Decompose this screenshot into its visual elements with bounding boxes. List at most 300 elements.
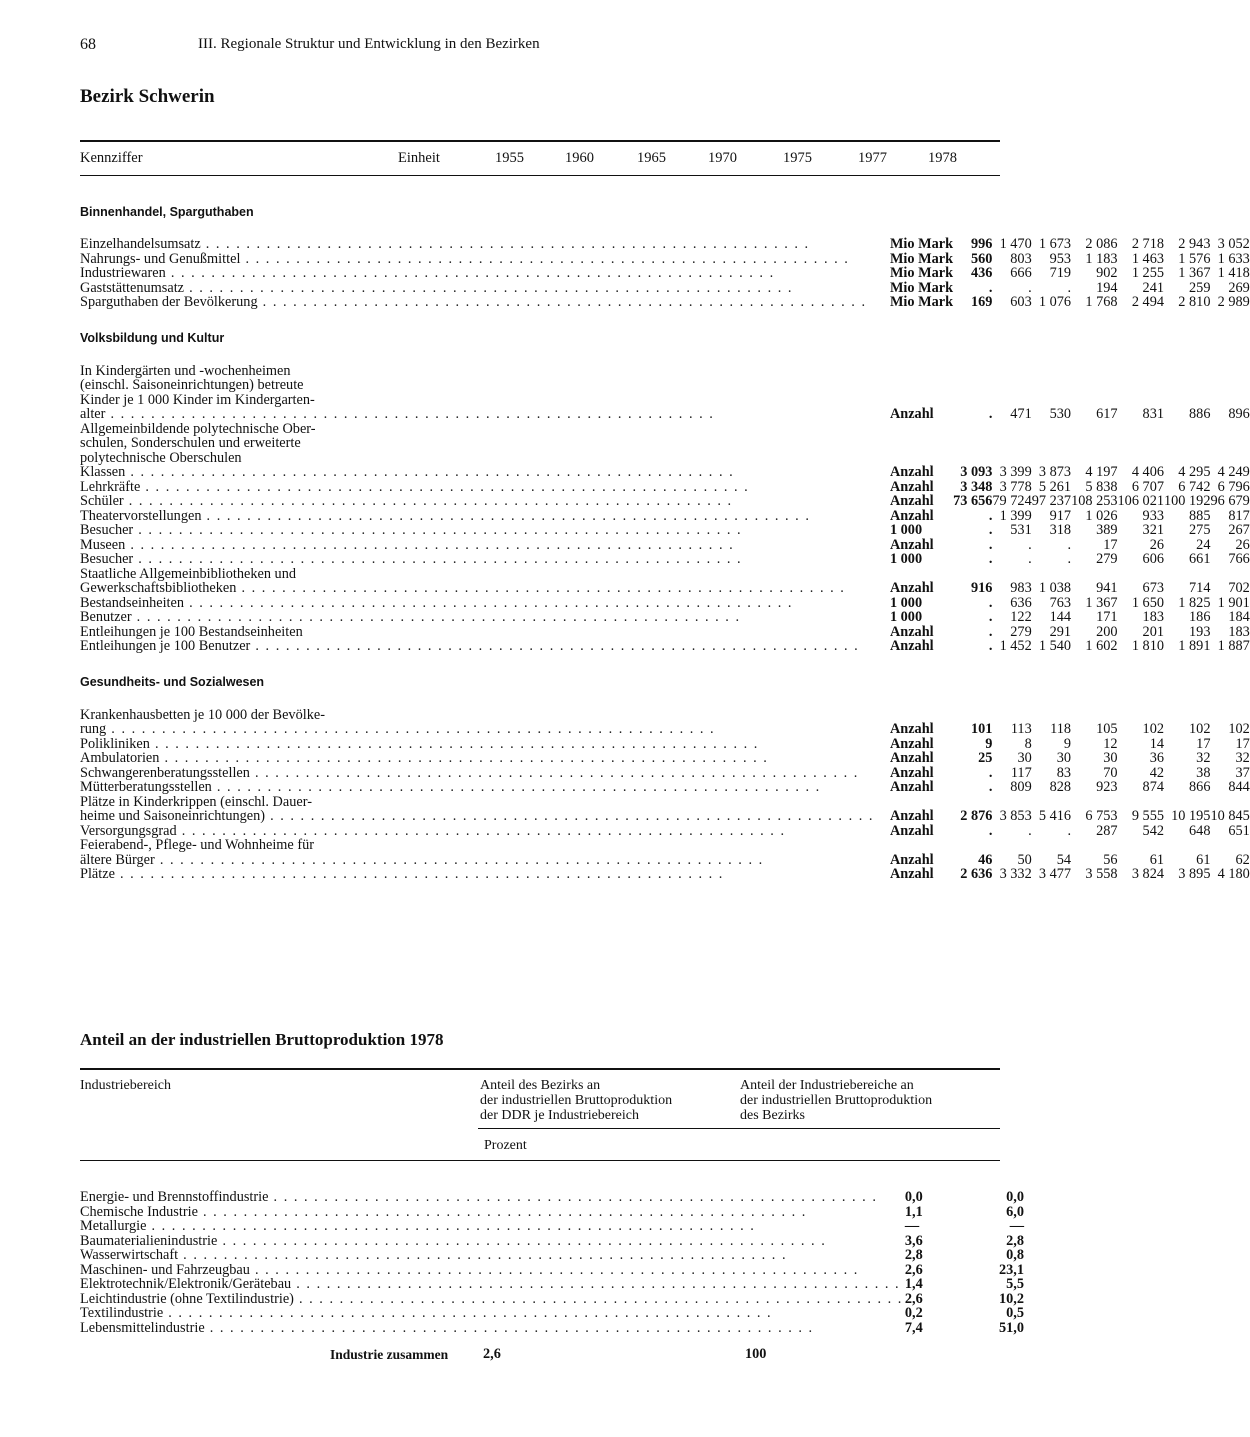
- table-row: [80, 436, 1250, 451]
- value-cell-1955: .: [988, 279, 993, 296]
- value-cell-1977: 275: [1189, 522, 1211, 538]
- value-cell-1965: 5 261: [1038, 478, 1072, 495]
- value-cell-1970: 5 838: [1085, 478, 1118, 495]
- leader-dots: . . . . . . . . . . . . . . . . . . . . . . . . . . . . . . . . . . . . . . . . . . . . . . . . . . . . . . . . . . . .: [268, 1189, 878, 1205]
- unit-cell: Mio Mark: [889, 250, 954, 267]
- row-label-cell: [80, 853, 874, 868]
- value-cell-1977: [1164, 795, 1210, 810]
- table-row: [80, 625, 1250, 640]
- row-label: Ambulatorien: [80, 750, 160, 766]
- row-label: Allgemeinbildende polytechnische Ober-: [80, 420, 316, 437]
- industry-label-cell: [80, 1263, 903, 1278]
- unit-cell: Anzahl: [889, 638, 934, 654]
- value-cell-1960: .: [1028, 551, 1032, 567]
- industry-label-cell: [80, 1219, 903, 1234]
- value-cell-1978: 2 989: [1217, 294, 1250, 310]
- industry-label-cell: [80, 1277, 903, 1292]
- value-cell-1978: 17: [1235, 735, 1250, 752]
- unit-cell: 1 000: [889, 609, 923, 625]
- value-cell-1975: 1 255: [1131, 265, 1164, 281]
- value-cell-1960: 3 399: [999, 464, 1032, 480]
- value-cell-1978: 96 679: [1210, 493, 1250, 509]
- value-cell-1955: [953, 422, 992, 437]
- value-cell-1960: [992, 422, 1031, 437]
- unit-cell: Anzahl: [889, 822, 934, 839]
- value-cell-1955: 3 093: [960, 464, 993, 480]
- value-cell-1965: 318: [1049, 522, 1072, 538]
- value-cell-1975: 42: [1149, 764, 1164, 781]
- unit-cell: [874, 838, 953, 853]
- value-cell-1978: [1210, 567, 1249, 582]
- value-cell-1978: 102: [1228, 721, 1250, 737]
- industry-total-share-gdr: 2,6: [483, 1346, 501, 1362]
- value-cell-1975: [1118, 393, 1164, 408]
- value-cell-1960: 122: [1010, 609, 1032, 625]
- row-label: Gaststättenumsatz: [80, 279, 185, 296]
- value-cell-1960: 1 399: [999, 507, 1032, 524]
- value-cell-1965: 1 673: [1038, 236, 1072, 252]
- value-cell-1965: 3 873: [1038, 464, 1072, 480]
- value-cell-1970: [1071, 436, 1117, 451]
- share-district-cell: 2,8: [1006, 1232, 1024, 1249]
- industry-row: [80, 1263, 1024, 1278]
- value-cell-1960: 1 452: [999, 638, 1032, 654]
- value-cell-1977: 61: [1196, 851, 1211, 868]
- unit-cell: Anzahl: [889, 764, 934, 781]
- value-cell-1977: 100 192: [1164, 493, 1211, 509]
- table-row: [80, 838, 1250, 853]
- value-cell-1965: [1032, 436, 1071, 451]
- row-label: Besucher: [80, 522, 134, 538]
- value-cell-1965: 97 237: [1031, 493, 1072, 509]
- value-cell-1970: 17: [1103, 536, 1118, 553]
- row-label-cell: [80, 523, 874, 538]
- row-label-cell: [80, 838, 874, 853]
- leader-dots: . . . . . . . . . . . . . . . . . . . . . . . . . . . . . . . . . . . . . . . . . . . . . . . . . . . . . . . . . . . .: [178, 1247, 788, 1263]
- value-cell-1977: [1164, 708, 1210, 723]
- value-cell-1977: 866: [1189, 779, 1211, 795]
- table-row: [80, 737, 1250, 752]
- value-cell-1960: 8: [1024, 735, 1032, 752]
- value-cell-1978: [1210, 436, 1249, 451]
- leader-dots: . . . . . . . . . . . . . . . . . . . . . . . . . . . . . . . . . . . . . . . . . . . . . . . . . . . . . . . . . . . .: [176, 822, 786, 839]
- value-cell-1970: [1071, 451, 1117, 466]
- value-cell-1965: 1 540: [1038, 638, 1072, 654]
- value-cell-1978: 766: [1228, 551, 1250, 567]
- value-cell-1978: 184: [1228, 609, 1250, 625]
- value-cell-1970: 3 558: [1085, 866, 1118, 882]
- table-row: [80, 610, 1250, 625]
- section-heading-row: [80, 183, 1250, 227]
- value-cell-1978: 1 901: [1217, 594, 1250, 611]
- value-cell-1960: 809: [1010, 779, 1032, 795]
- header-line: Anteil des Bezirks an: [480, 1078, 601, 1093]
- header-line: Anteil der Industriebereiche an: [740, 1078, 914, 1093]
- value-cell-1970: [1071, 422, 1117, 437]
- value-cell-1977: [1164, 436, 1210, 451]
- row-label: Polikliniken: [80, 735, 150, 752]
- value-cell-1960: [992, 364, 1031, 379]
- value-cell-1970: 6 753: [1085, 808, 1118, 824]
- value-cell-1975: 2 718: [1131, 236, 1164, 252]
- value-cell-1970: 194: [1096, 279, 1118, 296]
- unit-cell: Mio Mark: [889, 236, 954, 252]
- value-cell-1965: 144: [1049, 609, 1072, 625]
- industry-label-cell: [80, 1234, 903, 1249]
- share-gdr-cell: 1,1: [904, 1203, 923, 1220]
- share-gdr-cell: 3,6: [904, 1232, 923, 1249]
- table-row: [80, 494, 1250, 509]
- row-label: Nahrungs- und Genußmittel: [80, 250, 241, 267]
- value-cell-1975: [1118, 451, 1164, 466]
- value-cell-1975: [1118, 708, 1164, 723]
- value-cell-1970: 108 253: [1071, 493, 1118, 509]
- table-row: [80, 824, 1250, 839]
- value-cell-1970: 171: [1096, 609, 1118, 625]
- value-cell-1978: 269: [1228, 279, 1250, 296]
- table-row: [80, 480, 1250, 495]
- value-cell-1978: [1210, 364, 1249, 379]
- value-cell-1970: [1071, 378, 1117, 393]
- leader-dots: . . . . . . . . . . . . . . . . . . . . . . . . . . . . . . . . . . . . . . . . . . . . . . . . . . . . . . . . . . . .: [105, 406, 715, 422]
- value-cell-1960: [992, 838, 1031, 853]
- leader-dots: . . . . . . . . . . . . . . . . . . . . . . . . . . . . . . . . . . . . . . . . . . . . . . . . . . . . . . . . . . . .: [249, 1261, 859, 1278]
- value-cell-1978: 1 418: [1217, 265, 1250, 281]
- industry-label-cell: [80, 1248, 903, 1263]
- industry-header-bottom-rule: [80, 1160, 1000, 1161]
- value-cell-1955: [953, 451, 992, 466]
- value-cell-1975: 2 494: [1131, 294, 1164, 310]
- industry-total-label: Industrie zusammen: [330, 1347, 449, 1362]
- value-cell-1978: [1210, 393, 1249, 408]
- section-heading-row: [80, 310, 1250, 354]
- industry-label: Lebensmittelindustrie: [80, 1319, 205, 1336]
- industry-row: [80, 1277, 1024, 1292]
- table-row: [80, 596, 1250, 611]
- value-cell-1960: 30: [1017, 750, 1032, 766]
- value-cell-1965: .: [1067, 279, 1072, 296]
- row-label-cell: [80, 422, 874, 437]
- leader-dots: . . . . . . . . . . . . . . . . . . . . . . . . . . . . . . . . . . . . . . . . . . . . . . . . . . . . . . . . . . . .: [154, 851, 764, 868]
- share-district-cell: —: [1009, 1218, 1024, 1234]
- row-label: rung: [80, 721, 107, 737]
- value-cell-1970: 902: [1096, 265, 1118, 281]
- value-cell-1955: 3 348: [960, 478, 993, 495]
- value-cell-1978: 896: [1228, 406, 1250, 422]
- row-label: ältere Bürger: [80, 851, 155, 868]
- share-gdr-cell: —: [904, 1218, 920, 1234]
- header-year-1975: 1975: [783, 150, 812, 166]
- row-label: Mütterberatungsstellen: [80, 779, 212, 795]
- row-label: polytechnische Oberschulen: [80, 449, 242, 466]
- row-label: Plätze in Kinderkrippen (einschl. Dauer-: [80, 793, 312, 810]
- table-row: [80, 465, 1250, 480]
- row-label-cell: [80, 737, 874, 752]
- leader-dots: . . . . . . . . . . . . . . . . . . . . . . . . . . . . . . . . . . . . . . . . . . . . . . . . . . . . . . . . . . . .: [200, 236, 810, 252]
- value-cell-1970: 200: [1096, 623, 1118, 640]
- row-label-cell: [80, 795, 874, 810]
- leader-dots: . . . . . . . . . . . . . . . . . . . . . . . . . . . . . . . . . . . . . . . . . . . . . . . . . . . . . . . . . . . .: [106, 721, 716, 737]
- value-cell-1977: 24: [1196, 536, 1211, 553]
- value-cell-1975: 831: [1142, 406, 1164, 422]
- value-cell-1975: [1118, 364, 1164, 379]
- industry-row: [80, 1190, 1024, 1205]
- value-cell-1970: [1071, 393, 1117, 408]
- row-label: Einzelhandelsumsatz: [80, 236, 201, 252]
- row-label: Versorgungsgrad: [80, 822, 177, 839]
- share-gdr-cell: 0,2: [904, 1305, 923, 1321]
- share-district-cell: 10,2: [998, 1290, 1024, 1307]
- value-cell-1978: 651: [1228, 822, 1250, 839]
- row-label-cell: [80, 509, 874, 524]
- statistics-table: [80, 183, 1250, 882]
- industry-label: Energie- und Brennstoffindustrie: [80, 1189, 269, 1205]
- value-cell-1955: [953, 567, 992, 582]
- value-cell-1977: [1164, 364, 1210, 379]
- unit-cell: Anzahl: [889, 406, 934, 422]
- value-cell-1978: 32: [1235, 750, 1250, 766]
- value-cell-1955: 2 636: [960, 866, 993, 882]
- value-cell-1975: 6 707: [1131, 478, 1164, 495]
- row-label: Klassen: [80, 464, 126, 480]
- industry-row: [80, 1248, 1024, 1263]
- value-cell-1955: [953, 708, 992, 723]
- industry-row: [80, 1292, 1024, 1307]
- section-heading-row: [80, 654, 1250, 698]
- value-cell-1955: .: [988, 609, 993, 625]
- value-cell-1970: [1071, 364, 1117, 379]
- value-cell-1965: 763: [1049, 594, 1072, 611]
- table-row: [80, 509, 1250, 524]
- value-cell-1960: 983: [1010, 580, 1032, 596]
- value-cell-1977: 714: [1189, 580, 1211, 596]
- value-cell-1975: 241: [1142, 279, 1164, 296]
- value-cell-1955: 996: [970, 236, 993, 252]
- value-cell-1960: 666: [1010, 265, 1032, 281]
- value-cell-1965: 917: [1049, 507, 1072, 524]
- value-cell-1970: 12: [1103, 735, 1118, 752]
- value-cell-1960: 50: [1017, 851, 1032, 868]
- row-label-cell: [80, 596, 874, 611]
- row-label: Lehrkräfte: [80, 478, 141, 495]
- header-year-1965: 1965: [637, 150, 666, 166]
- value-cell-1975: 61: [1149, 851, 1164, 868]
- table-row: [80, 538, 1250, 553]
- value-cell-1960: 3 778: [999, 478, 1032, 495]
- value-cell-1975: 26: [1149, 536, 1164, 553]
- value-cell-1970: [1071, 795, 1117, 810]
- value-cell-1965: 3 477: [1038, 866, 1072, 882]
- leader-dots: . . . . . . . . . . . . . . . . . . . . . . . . . . . . . . . . . . . . . . . . . . . . . . . . . . . . . . . . . . . .: [236, 580, 846, 596]
- header-line: des Bezirks: [740, 1108, 805, 1123]
- table-row: [80, 795, 1250, 810]
- value-cell-1978: 6 796: [1217, 478, 1250, 495]
- value-cell-1960: [992, 795, 1031, 810]
- row-label: Kinder je 1 000 Kinder im Kindergarten-: [80, 391, 315, 408]
- value-cell-1978: 26: [1235, 536, 1250, 553]
- row-label: Bestandseinheiten: [80, 594, 185, 611]
- value-cell-1977: 186: [1189, 609, 1211, 625]
- value-cell-1978: 62: [1235, 851, 1250, 868]
- leader-dots: . . . . . . . . . . . . . . . . . . . . . . . . . . . . . . . . . . . . . . . . . . . . . . . . . . . . . . . . . . . .: [240, 250, 850, 267]
- industry-label: Wasserwirtschaft: [80, 1247, 179, 1263]
- value-cell-1965: 5 416: [1038, 808, 1072, 824]
- value-cell-1975: 106 021: [1117, 493, 1164, 509]
- leader-dots: . . . . . . . . . . . . . . . . . . . . . . . . . . . . . . . . . . . . . . . . . . . . . . . . . . . . . . . . . . . .: [293, 1290, 903, 1307]
- leader-dots: . . . . . . . . . . . . . . . . . . . . . . . . . . . . . . . . . . . . . . . . . . . . . . . . . . . . . . . . . . . .: [217, 1232, 827, 1249]
- value-cell-1970: 279: [1096, 551, 1118, 567]
- value-cell-1970: 941: [1096, 580, 1118, 596]
- row-label-cell: [80, 266, 874, 281]
- row-label: Feierabend-, Pflege- und Wohnheime für: [80, 837, 315, 853]
- leader-dots: . . . . . . . . . . . . . . . . . . . . . . . . . . . . . . . . . . . . . . . . . . . . . . . . . . . . . . . . . . . .: [250, 638, 860, 654]
- industry-row: [80, 1321, 1024, 1336]
- value-cell-1977: 3 895: [1178, 866, 1211, 882]
- row-label: Entleihungen je 100 Benutzer: [80, 638, 251, 654]
- value-cell-1975: 1 650: [1131, 594, 1164, 611]
- table-row: [80, 422, 1250, 437]
- value-cell-1970: 2 086: [1085, 236, 1118, 252]
- value-cell-1978: 10 845: [1210, 808, 1250, 824]
- row-label: Sparguthaben der Bevölkerung: [80, 294, 258, 310]
- value-cell-1965: 118: [1050, 721, 1072, 737]
- row-label: Besucher: [80, 551, 134, 567]
- industry-top-rule: [80, 1068, 1000, 1070]
- value-cell-1975: [1118, 378, 1164, 393]
- table-row: [80, 281, 1250, 296]
- unit-cell: [874, 378, 953, 393]
- row-label: (einschl. Saisoneinrichtungen) betreute: [80, 377, 304, 393]
- value-cell-1977: 4 295: [1178, 464, 1211, 480]
- unit-cell: Mio Mark: [889, 294, 954, 310]
- industry-header-branch: Industriebereich: [80, 1078, 171, 1093]
- value-cell-1960: [992, 451, 1031, 466]
- value-cell-1965: 291: [1049, 623, 1072, 640]
- value-cell-1960: 3 332: [999, 866, 1032, 882]
- row-label: Schwangerenberatungsstellen: [80, 764, 250, 781]
- value-cell-1970: 1 602: [1085, 638, 1118, 654]
- unit-cell: Anzahl: [889, 493, 934, 509]
- value-cell-1960: [992, 378, 1031, 393]
- value-cell-1978: [1210, 838, 1249, 853]
- industry-row: [80, 1306, 1024, 1321]
- industry-label: Maschinen- und Fahrzeugbau: [80, 1261, 250, 1278]
- leader-dots: . . . . . . . . . . . . . . . . . . . . . . . . . . . . . . . . . . . . . . . . . . . . . . . . . . . . . . . . . . . .: [249, 764, 859, 781]
- row-label-cell: [80, 252, 874, 267]
- value-cell-1965: .: [1067, 536, 1072, 553]
- table-row: [80, 780, 1250, 795]
- row-label-cell: [80, 581, 874, 596]
- header-year-1977: 1977: [858, 150, 887, 166]
- value-cell-1975: [1118, 795, 1164, 810]
- header-line: der industriellen Bruttoproduktion: [740, 1093, 933, 1108]
- row-label-cell: [80, 625, 874, 640]
- value-cell-1975: 4 406: [1131, 464, 1164, 480]
- value-cell-1978: 702: [1228, 580, 1250, 596]
- share-district-cell: 5,5: [1006, 1276, 1024, 1292]
- table-row: [80, 407, 1250, 422]
- value-cell-1960: .: [1028, 279, 1032, 296]
- table-row: [80, 295, 1250, 310]
- industry-header-share-district: [740, 1078, 932, 1123]
- header-year-1978: 1978: [928, 150, 957, 166]
- row-label-cell: [80, 436, 874, 451]
- industry-label: Leichtindustrie (ohne Textilindustrie): [80, 1290, 294, 1307]
- unit-cell: Anzahl: [889, 851, 934, 868]
- value-cell-1977: 193: [1189, 623, 1211, 640]
- header-indicator: Kennziffer: [80, 150, 143, 166]
- unit-cell: 1 000: [889, 594, 923, 611]
- value-cell-1970: 1 026: [1085, 507, 1118, 524]
- value-cell-1965: 1 038: [1038, 580, 1072, 596]
- share-district-cell: 23,1: [998, 1261, 1024, 1278]
- value-cell-1965: .: [1067, 822, 1072, 839]
- value-cell-1955: 560: [970, 250, 993, 267]
- leader-dots: . . . . . . . . . . . . . . . . . . . . . . . . . . . . . . . . . . . . . . . . . . . . . . . . . . . . . . . . . . . .: [133, 522, 743, 538]
- leader-dots: . . . . . . . . . . . . . . . . . . . . . . . . . . . . . . . . . . . . . . . . . . . . . . . . . . . . . . . . . . . .: [123, 493, 733, 509]
- value-cell-1977: 648: [1189, 822, 1211, 839]
- value-cell-1970: 30: [1103, 750, 1118, 766]
- leader-dots: . . . . . . . . . . . . . . . . . . . . . . . . . . . . . . . . . . . . . . . . . . . . . . . . . . . . . . . . . . . .: [159, 750, 769, 766]
- value-cell-1975: 36: [1149, 750, 1164, 766]
- row-label-cell: [80, 751, 874, 766]
- header-year-1955: 1955: [495, 150, 524, 166]
- row-label-cell: [80, 639, 874, 654]
- table-row: [80, 451, 1250, 466]
- row-label-cell: [80, 552, 874, 567]
- value-cell-1955: .: [988, 764, 993, 781]
- value-cell-1975: 1 810: [1131, 638, 1164, 654]
- row-label-cell: [80, 708, 874, 723]
- value-cell-1975: 1 463: [1131, 250, 1164, 267]
- row-label-cell: [80, 281, 874, 296]
- table-row: [80, 523, 1250, 538]
- value-cell-1975: 14: [1149, 735, 1164, 752]
- value-cell-1977: 1 891: [1178, 638, 1211, 654]
- table-row: [80, 766, 1250, 781]
- value-cell-1975: 321: [1142, 522, 1164, 538]
- row-label-cell: [80, 722, 874, 737]
- unit-cell: [874, 451, 953, 466]
- value-cell-1978: 4 249: [1217, 464, 1250, 480]
- unit-cell: Anzahl: [889, 750, 934, 766]
- value-cell-1955: 101: [970, 721, 993, 737]
- leader-dots: . . . . . . . . . . . . . . . . . . . . . . . . . . . . . . . . . . . . . . . . . . . . . . . . . . . . . . . . . . . .: [211, 779, 821, 795]
- row-label: Industriewaren: [80, 265, 166, 281]
- value-cell-1977: 38: [1196, 764, 1211, 781]
- value-cell-1955: .: [988, 406, 993, 422]
- unit-cell: Anzahl: [889, 721, 934, 737]
- value-cell-1977: 886: [1189, 406, 1211, 422]
- value-cell-1965: [1032, 567, 1071, 582]
- unit-cell: [874, 364, 953, 379]
- leader-dots: . . . . . . . . . . . . . . . . . . . . . . . . . . . . . . . . . . . . . . . . . . . . . . . . . . . . . . . . . . . .: [184, 594, 793, 611]
- running-title: III. Regionale Struktur und Entwicklung in den Bezirken: [198, 36, 540, 52]
- leader-dots: . . . . . . . . . . . . . . . . . . . . . . . . . . . . . . . . . . . . . . . . . . . . . . . . . . . . . . . . . . . .: [149, 735, 759, 752]
- value-cell-1975: [1118, 838, 1164, 853]
- value-cell-1977: [1164, 378, 1210, 393]
- row-label-cell: [80, 378, 874, 393]
- unit-cell: [874, 567, 953, 582]
- value-cell-1975: 183: [1142, 609, 1164, 625]
- value-cell-1977: 2 943: [1178, 236, 1211, 252]
- value-cell-1955: .: [988, 522, 993, 538]
- leader-dots: . . . . . . . . . . . . . . . . . . . . . . . . . . . . . . . . . . . . . . . . . . . . . . . . . . . . . . . . . . . .: [133, 551, 743, 567]
- table-top-rule: [80, 140, 1000, 142]
- value-cell-1978: [1210, 378, 1249, 393]
- value-cell-1955: 46: [978, 851, 993, 868]
- row-label-cell: [80, 451, 874, 466]
